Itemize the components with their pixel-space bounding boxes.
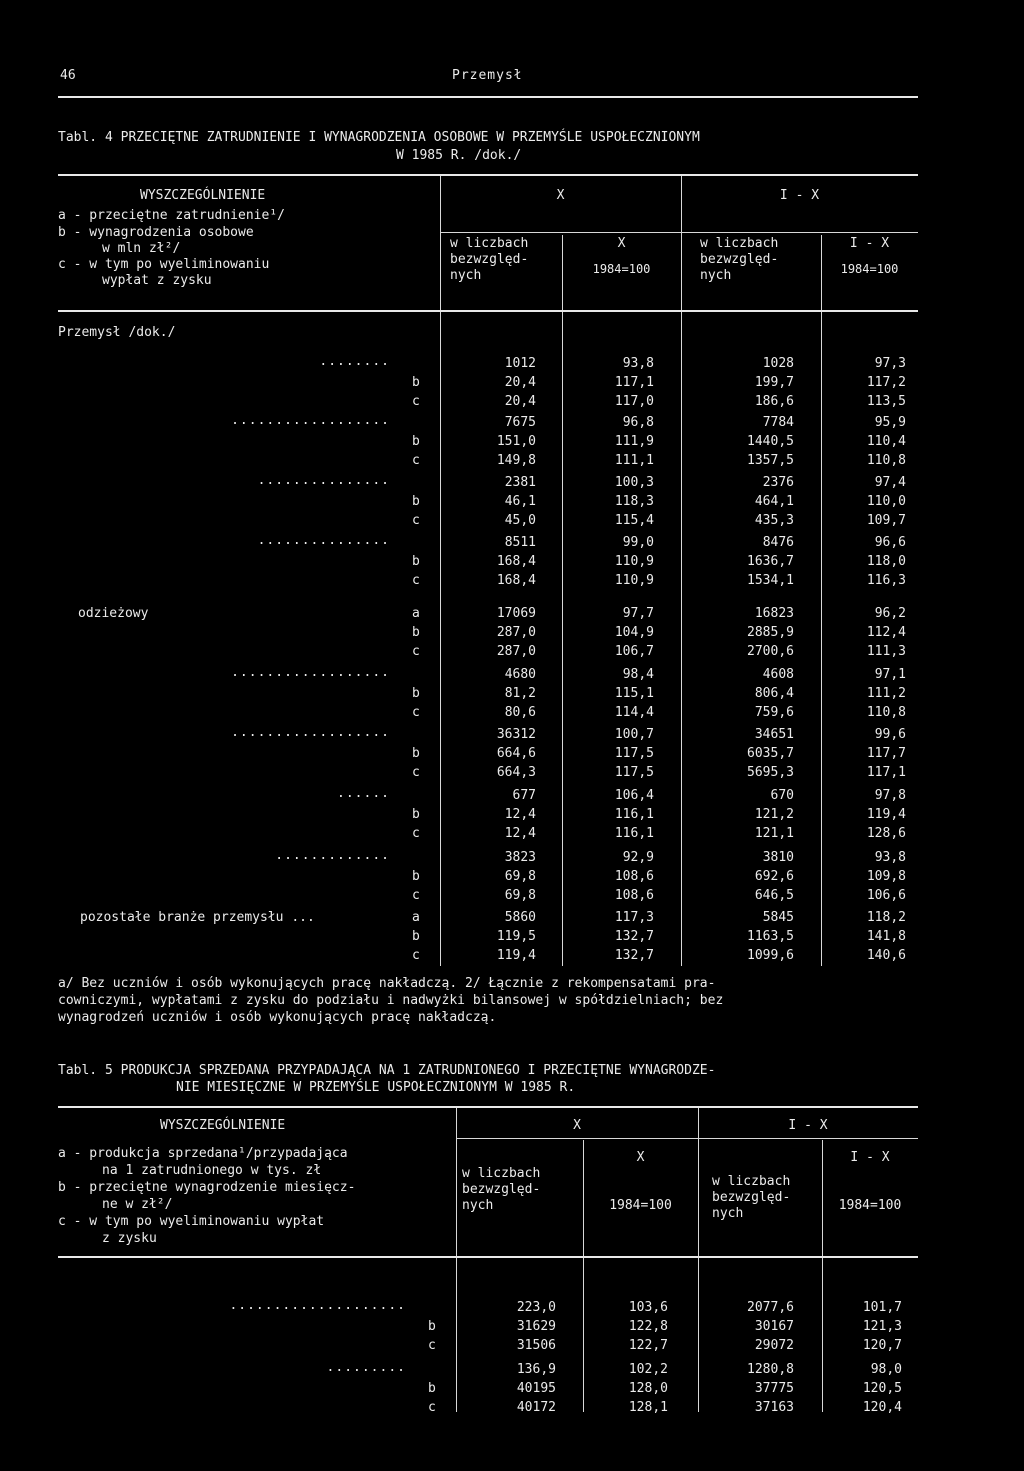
cell-index-i-x: 110,8 [866, 453, 906, 468]
cell-index-x: 128,1 [628, 1400, 668, 1415]
cell-abs-i-x: 759,6 [754, 705, 794, 720]
row-label: pozostałe branże przemysłu ... [80, 910, 315, 925]
table5-group-rule [456, 1138, 918, 1139]
table4-group-rule [440, 232, 918, 233]
cell-index-x: 117,3 [614, 910, 654, 925]
cell-index-i-x: 106,6 [866, 888, 906, 903]
cell-abs-i-x: 121,1 [754, 826, 794, 841]
cell-index-x: 106,7 [614, 644, 654, 659]
cell-abs-i-x: 37775 [754, 1381, 794, 1396]
table5-head-wyszczegolnienie: WYSZCZEGÓLNIENIE [160, 1118, 286, 1133]
table4-col-divider-4 [821, 235, 822, 966]
cell-index-x: 115,4 [614, 513, 654, 528]
leader-dots: .................. [231, 725, 390, 740]
cell-abs-i-x: 1028 [762, 356, 794, 371]
cell-abs-x: 151,0 [496, 434, 536, 449]
cell-abs-x: 677 [512, 788, 536, 803]
cell-abs-i-x: 646,5 [754, 888, 794, 903]
cell-index-x: 104,9 [614, 625, 654, 640]
row-letter: c [412, 513, 420, 528]
cell-abs-i-x: 806,4 [754, 686, 794, 701]
table5-legend-b-cont: ne w zł²/ [102, 1197, 173, 1212]
cell-abs-i-x: 6035,7 [747, 746, 794, 761]
leader-dots: ............... [257, 473, 390, 488]
cell-index-i-x: 93,8 [874, 850, 906, 865]
cell-abs-x: 287,0 [496, 625, 536, 640]
cell-abs-i-x: 16823 [754, 606, 794, 621]
table5-col-abs-1: w liczbach bezwzględ- nych [462, 1166, 541, 1213]
cell-index-i-x: 119,4 [866, 807, 906, 822]
row-letter: c [412, 453, 420, 468]
cell-index-i-x: 120,4 [862, 1400, 902, 1415]
cell-index-i-x: 112,4 [866, 625, 906, 640]
table4-footnote-1: a/ Bez uczniów i osób wykonujących pracę nakładczą. 2/ Łącznie z rekompensatami pra- [58, 976, 716, 991]
cell-abs-i-x: 121,2 [754, 807, 794, 822]
row-letter: a [412, 910, 420, 925]
table5-col-i-x-base: 1984=100 [838, 1198, 902, 1213]
row-letter: c [428, 1338, 436, 1353]
cell-abs-x: 20,4 [504, 375, 536, 390]
cell-index-i-x: 121,3 [862, 1319, 902, 1334]
cell-index-i-x: 128,6 [866, 826, 906, 841]
cell-index-i-x: 117,1 [866, 765, 906, 780]
row-letter: c [412, 826, 420, 841]
cell-abs-x: 168,4 [496, 573, 536, 588]
table4-col-divider-3 [681, 176, 682, 966]
cell-index-i-x: 117,2 [866, 375, 906, 390]
cell-abs-i-x: 2376 [762, 475, 794, 490]
cell-abs-i-x: 692,6 [754, 869, 794, 884]
cell-abs-x: 69,8 [504, 869, 536, 884]
cell-abs-i-x: 37163 [754, 1400, 794, 1415]
cell-abs-x: 119,5 [496, 929, 536, 944]
cell-index-x: 117,5 [614, 765, 654, 780]
cell-abs-x: 17069 [496, 606, 536, 621]
cell-index-i-x: 117,7 [866, 746, 906, 761]
cell-abs-i-x: 1636,7 [747, 554, 794, 569]
row-letter: b [412, 929, 420, 944]
table4-col-divider-2 [562, 235, 563, 966]
table4-col-x: X [617, 236, 626, 251]
table5-legend-c: c - w tym po wyeliminowaniu wypłat [58, 1214, 325, 1229]
table4-legend-b: b - wynagrodzenia osobowe [58, 225, 254, 240]
row-letter: b [412, 375, 420, 390]
cell-abs-x: 664,3 [496, 765, 536, 780]
row-letter: c [412, 394, 420, 409]
cell-index-x: 106,4 [614, 788, 654, 803]
table5-title: Tabl. 5 PRODUKCJA SPRZEDANA PRZYPADAJĄCA NA 1 ZATRUDNIONEGO I PRZECIĘTNE WYNAGRODZE- [58, 1063, 716, 1078]
cell-index-x: 99,0 [622, 535, 654, 550]
cell-abs-i-x: 5695,3 [747, 765, 794, 780]
cell-index-x: 116,1 [614, 826, 654, 841]
cell-abs-i-x: 1440,5 [747, 434, 794, 449]
cell-abs-i-x: 464,1 [754, 494, 794, 509]
cell-index-x: 117,0 [614, 394, 654, 409]
cell-index-i-x: 111,3 [866, 644, 906, 659]
cell-index-x: 111,9 [614, 434, 654, 449]
table5-col-abs-2: w liczbach bezwzględ- nych [712, 1174, 791, 1221]
table5-group-x: X [573, 1118, 581, 1133]
cell-index-x: 132,7 [614, 948, 654, 963]
table4-footnote-3: wynagrodzeń uczniów i osób wykonujących pracę nakładczą. [58, 1010, 497, 1025]
cell-index-i-x: 116,3 [866, 573, 906, 588]
row-letter: c [412, 765, 420, 780]
cell-abs-i-x: 1163,5 [747, 929, 794, 944]
row-letter: b [428, 1319, 436, 1334]
table4-title-cont: W 1985 R. /dok./ [396, 148, 522, 163]
cell-index-x: 100,7 [614, 727, 654, 742]
cell-abs-i-x: 2700,6 [747, 644, 794, 659]
cell-index-x: 128,0 [628, 1381, 668, 1396]
cell-abs-x: 31506 [516, 1338, 556, 1353]
cell-abs-x: 12,4 [504, 826, 536, 841]
cell-index-i-x: 97,3 [874, 356, 906, 371]
table5-legend-c-cont: z zysku [102, 1231, 157, 1246]
cell-abs-x: 119,4 [496, 948, 536, 963]
row-letter: b [412, 869, 420, 884]
table4-col-abs-1: w liczbach bezwzględ- nych [450, 236, 529, 283]
table4-head-wyszczegolnienie: WYSZCZEGÓLNIENIE [140, 188, 266, 203]
cell-index-x: 100,3 [614, 475, 654, 490]
table4-col-x-base: 1984=100 [592, 262, 651, 276]
cell-index-i-x: 98,0 [870, 1362, 902, 1377]
cell-abs-i-x: 34651 [754, 727, 794, 742]
cell-abs-x: 1012 [504, 356, 536, 371]
cell-index-x: 110,9 [614, 554, 654, 569]
cell-abs-i-x: 29072 [754, 1338, 794, 1353]
cell-abs-x: 168,4 [496, 554, 536, 569]
cell-index-i-x: 141,8 [866, 929, 906, 944]
cell-abs-x: 45,0 [504, 513, 536, 528]
cell-abs-i-x: 7784 [762, 415, 794, 430]
cell-abs-x: 20,4 [504, 394, 536, 409]
cell-index-x: 98,4 [622, 667, 654, 682]
cell-index-x: 115,1 [614, 686, 654, 701]
cell-index-i-x: 118,2 [866, 910, 906, 925]
running-title: Przemysł [452, 68, 523, 83]
table4-col-divider-1 [440, 176, 441, 966]
cell-index-i-x: 97,4 [874, 475, 906, 490]
cell-abs-i-x: 5845 [762, 910, 794, 925]
cell-index-x: 92,9 [622, 850, 654, 865]
cell-index-i-x: 120,7 [862, 1338, 902, 1353]
table4-section-title: Przemysł /dok./ [58, 325, 176, 340]
cell-abs-x: 36312 [496, 727, 536, 742]
cell-index-x: 122,8 [628, 1319, 668, 1334]
row-letter: c [412, 888, 420, 903]
table5-legend-b: b - przeciętne wynagrodzenie miesięcz- [58, 1180, 356, 1195]
table4-title: Tabl. 4 PRZECIĘTNE ZATRUDNIENIE I WYNAGRODZENIA OSOBOWE W PRZEMYŚLE USPOŁECZNIONYM [58, 130, 700, 145]
row-letter: c [412, 948, 420, 963]
cell-abs-x: 31629 [516, 1319, 556, 1334]
leader-dots: ........ [319, 354, 390, 369]
cell-index-i-x: 110,0 [866, 494, 906, 509]
cell-index-i-x: 101,7 [862, 1300, 902, 1315]
table4-footnote-2: cowniczymi, wypłatami z zysku do podziału i nadwyżki bilansowej w spółdzielniach; bez [58, 993, 724, 1008]
cell-abs-i-x: 1280,8 [747, 1362, 794, 1377]
row-letter: b [412, 434, 420, 449]
cell-index-i-x: 113,5 [866, 394, 906, 409]
table4-head-rule [58, 310, 918, 312]
cell-index-x: 108,6 [614, 869, 654, 884]
cell-index-x: 102,2 [628, 1362, 668, 1377]
cell-abs-x: 8511 [504, 535, 536, 550]
table4-top-rule [58, 174, 918, 176]
table5-group-i-x: I - X [788, 1118, 828, 1133]
cell-index-x: 117,1 [614, 375, 654, 390]
cell-index-i-x: 110,8 [866, 705, 906, 720]
cell-abs-x: 7675 [504, 415, 536, 430]
row-letter: a [412, 606, 420, 621]
cell-abs-x: 287,0 [496, 644, 536, 659]
table5-col-x-base: 1984=100 [609, 1198, 672, 1213]
cell-abs-i-x: 30167 [754, 1319, 794, 1334]
leader-dots: ............... [257, 533, 390, 548]
row-letter: c [412, 644, 420, 659]
cell-index-x: 96,8 [622, 415, 654, 430]
cell-index-i-x: 118,0 [866, 554, 906, 569]
cell-abs-x: 223,0 [516, 1300, 556, 1315]
cell-abs-x: 5860 [504, 910, 536, 925]
cell-abs-i-x: 199,7 [754, 375, 794, 390]
table5-col-divider-3 [698, 1108, 699, 1412]
cell-abs-i-x: 2885,9 [747, 625, 794, 640]
table4-group-i-x: I - X [779, 188, 820, 203]
cell-index-x: 103,6 [628, 1300, 668, 1315]
table5-legend-a-cont: na 1 zatrudnionego w tys. zł [102, 1163, 322, 1178]
cell-abs-i-x: 1534,1 [747, 573, 794, 588]
cell-index-i-x: 140,6 [866, 948, 906, 963]
table4-group-x: X [556, 188, 565, 203]
row-letter: b [412, 807, 420, 822]
cell-abs-i-x: 4608 [762, 667, 794, 682]
cell-index-x: 93,8 [622, 356, 654, 371]
table5-top-rule [58, 1106, 918, 1108]
cell-index-i-x: 97,8 [874, 788, 906, 803]
leader-dots: .................. [231, 665, 390, 680]
row-label: odzieżowy [78, 606, 149, 621]
table5-col-divider-1 [456, 1108, 457, 1412]
cell-abs-x: 69,8 [504, 888, 536, 903]
table5-col-i-x: I - X [850, 1150, 890, 1165]
row-letter: b [412, 554, 420, 569]
row-letter: b [412, 625, 420, 640]
leader-dots: .................... [229, 1298, 406, 1313]
cell-index-x: 97,7 [622, 606, 654, 621]
row-letter: b [412, 686, 420, 701]
table4-col-i-x: I - X [849, 236, 890, 251]
table5-col-divider-2 [583, 1140, 584, 1412]
cell-index-x: 111,1 [614, 453, 654, 468]
cell-index-i-x: 97,1 [874, 667, 906, 682]
cell-index-i-x: 99,6 [874, 727, 906, 742]
cell-abs-x: 40172 [516, 1400, 556, 1415]
table4-col-abs-2: w liczbach bezwzględ- nych [700, 236, 779, 283]
cell-index-x: 117,5 [614, 746, 654, 761]
table4-col-i-x-base: 1984=100 [840, 262, 899, 276]
cell-index-x: 116,1 [614, 807, 654, 822]
cell-index-i-x: 111,2 [866, 686, 906, 701]
cell-index-i-x: 96,2 [874, 606, 906, 621]
cell-abs-x: 4680 [504, 667, 536, 682]
table4-legend-c: c - w tym po wyeliminowaniu [58, 257, 270, 272]
row-letter: b [412, 746, 420, 761]
cell-index-x: 118,3 [614, 494, 654, 509]
cell-abs-i-x: 186,6 [754, 394, 794, 409]
cell-index-i-x: 96,6 [874, 535, 906, 550]
cell-abs-x: 3823 [504, 850, 536, 865]
cell-abs-i-x: 8476 [762, 535, 794, 550]
table5-col-x: X [636, 1150, 645, 1165]
cell-index-x: 108,6 [614, 888, 654, 903]
table5-col-divider-4 [822, 1140, 823, 1412]
cell-abs-x: 81,2 [504, 686, 536, 701]
cell-abs-x: 136,9 [516, 1362, 556, 1377]
cell-abs-x: 40195 [516, 1381, 556, 1396]
cell-abs-x: 46,1 [504, 494, 536, 509]
leader-dots: ............. [275, 848, 390, 863]
row-letter: b [428, 1381, 436, 1396]
row-letter: c [412, 573, 420, 588]
cell-index-x: 110,9 [614, 573, 654, 588]
leader-dots: ......... [326, 1360, 406, 1375]
table5-title-cont: NIE MIESIĘCZNE W PRZEMYŚLE USPOŁECZNIONYM W 1985 R. [176, 1080, 576, 1095]
cell-abs-i-x: 670 [770, 788, 794, 803]
cell-index-x: 132,7 [614, 929, 654, 944]
table4-legend-b-cont: w mln zł²/ [102, 241, 181, 256]
header-rule [58, 96, 918, 98]
cell-abs-x: 664,6 [496, 746, 536, 761]
table5-head-rule [58, 1256, 918, 1258]
cell-abs-x: 149,8 [496, 453, 536, 468]
leader-dots: ...... [337, 786, 390, 801]
table5-legend-a: a - produkcja sprzedana¹/przypadająca [58, 1146, 348, 1161]
cell-abs-i-x: 2077,6 [747, 1300, 794, 1315]
cell-abs-i-x: 1099,6 [747, 948, 794, 963]
cell-index-i-x: 95,9 [874, 415, 906, 430]
cell-index-i-x: 120,5 [862, 1381, 902, 1396]
cell-index-x: 114,4 [614, 705, 654, 720]
page-number: 46 [60, 68, 76, 83]
leader-dots: .................. [231, 413, 390, 428]
cell-abs-x: 80,6 [504, 705, 536, 720]
cell-index-x: 122,7 [628, 1338, 668, 1353]
row-letter: b [412, 494, 420, 509]
row-letter: c [412, 705, 420, 720]
cell-index-i-x: 109,8 [866, 869, 906, 884]
cell-abs-i-x: 435,3 [754, 513, 794, 528]
cell-abs-i-x: 3810 [762, 850, 794, 865]
cell-abs-x: 12,4 [504, 807, 536, 822]
table4-legend-c-cont: wypłat z zysku [102, 273, 212, 288]
cell-index-i-x: 110,4 [866, 434, 906, 449]
cell-abs-x: 2381 [504, 475, 536, 490]
cell-abs-i-x: 1357,5 [747, 453, 794, 468]
table4-legend-a: a - przeciętne zatrudnienie¹/ [58, 208, 285, 223]
row-letter: c [428, 1400, 436, 1415]
cell-index-i-x: 109,7 [866, 513, 906, 528]
